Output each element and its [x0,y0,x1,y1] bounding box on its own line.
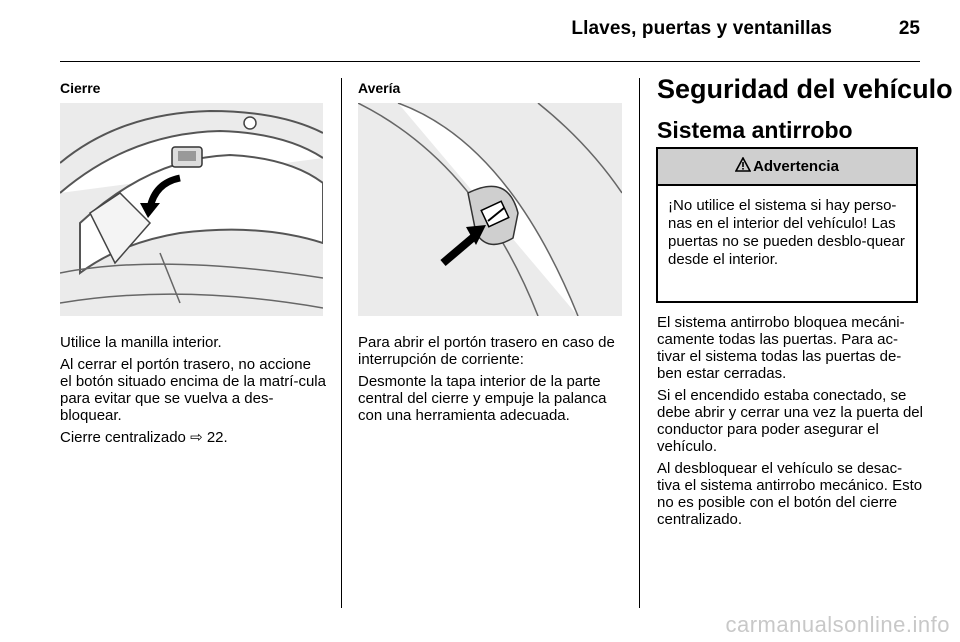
col2-body-text [358,334,628,429]
col2-paragraph-2: Desmonte la tapa interior de la parte central del cierre y empuje la palanca con una herramienta adecuada. [358,373,607,424]
col1-paragraph-3 [60,429,326,446]
col3-paragraph-1: El sistema antirrobo bloquea mecáni-camente todas las puertas. Para ac-tivar el sistema todas las puertas de-ben estar cerradas. [657,314,905,382]
section-heading-averia: Avería [358,80,401,96]
page-reference-arrow-icon: ⇨ [190,429,203,446]
watermark: carmanualsonline.info [725,612,950,637]
header-rule [60,61,920,62]
col3-body-text [657,314,923,533]
col1-body-text [60,334,326,451]
page-number: 25 [898,18,920,39]
col1-paragraph-1: Utilice la manilla interior. [60,334,222,351]
tailgate-handle-illustration [60,103,323,316]
cross-reference-text: Cierre centralizado [60,429,186,446]
warning-header [658,149,916,186]
col2-paragraph-1: Para abrir el portón trasero en caso de interrupción de corriente: [358,334,615,368]
warning-text: ¡No utilice el sistema si hay perso-nas en el interior del vehículo! Las puertas no se pueden desblo-quear desde el interior. [668,197,905,268]
col1-paragraph-2: Al cerrar el portón trasero, no accione el botón situado encima de la matrí-cula para evitar que se vuelva a des-bloquear. [60,356,326,424]
column-divider-left [341,78,342,608]
running-header-title: Llaves, puertas y ventanillas [571,18,832,39]
warning-triangle-icon [735,157,751,176]
lock-cover-drawing [358,103,622,316]
emergency-release-illustration [358,103,622,316]
section-heading-cierre: Cierre [60,80,101,96]
subsection-title-antirrobo: Sistema antirrobo [657,117,853,143]
warning-box [656,147,918,303]
col3-paragraph-2: Si el encendido estaba conectado, se debe abrir y cerrar una vez la puerta del conductor para poder asegurar el vehículo. [657,387,923,455]
tailgate-interior-drawing [60,103,323,316]
warning-title: Advertencia [753,158,839,175]
section-title-seguridad: Seguridad del vehículo [657,74,953,104]
col3-paragraph-3: Al desbloquear el vehículo se desac-tiva el sistema antirrobo mecánico. Esto no es posible con el botón del cierre centralizado. [657,460,923,528]
column-divider-right [639,78,640,608]
cross-reference-page: 22. [206,429,228,446]
